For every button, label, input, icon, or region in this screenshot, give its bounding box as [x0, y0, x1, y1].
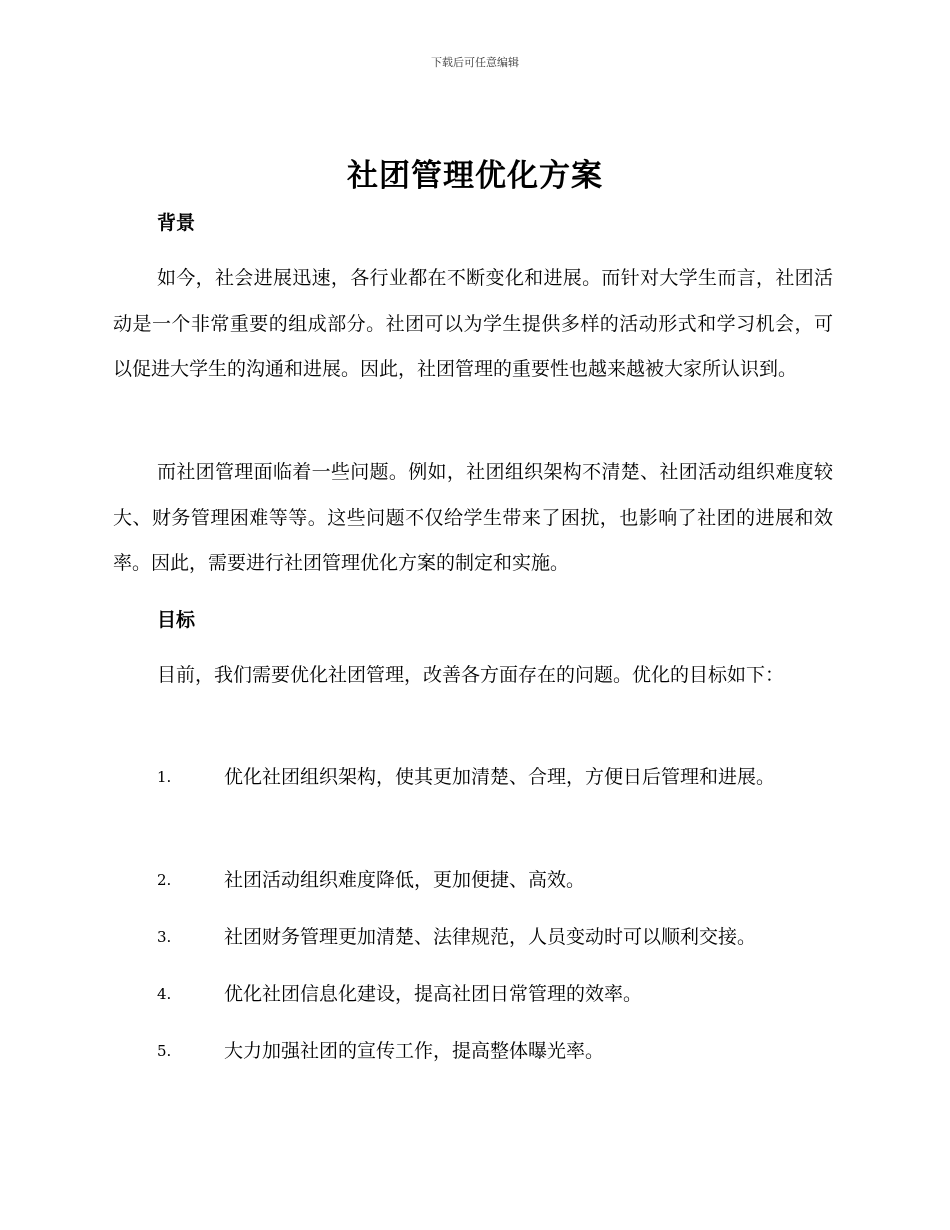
list-item-text: 社团活动组织难度降低，更加便捷、高效。: [224, 869, 586, 891]
list-item-text: 社团财务管理更加清楚、法律规范，人员变动时可以顺利交接。: [224, 926, 757, 948]
list-item: [113, 858, 833, 904]
page-title: 社团管理优化方案: [347, 158, 603, 194]
list-item-text: 优化社团信息化建设，提高社团日常管理的效率。: [224, 983, 643, 1005]
section-heading-background: 背景: [157, 212, 196, 234]
list-item: [113, 1029, 833, 1075]
list-item-number: 1.: [157, 768, 172, 786]
list-item-number: 5.: [157, 1042, 172, 1060]
list-item-number: 4.: [157, 985, 172, 1003]
list-item-number: 2.: [157, 871, 172, 889]
paragraph-background-1: 如今，社会进展迅速，各行业都在不断变化和进展。而针对大学生而言，社团活动是一个非常重要的组成部分。社团可以为学生提供多样的活动形式和学习机会，可以促进大学生的沟通和进展。因此，社团管理的重要性也越来越被大家所认识到。: [113, 267, 833, 380]
header-note: 下载后可任意编辑: [431, 56, 519, 69]
list-item-text: 大力加强社团的宣传工作，提高整体曝光率。: [224, 1040, 605, 1062]
paragraph-background-2: 而社团管理面临着一些问题。例如，社团组织架构不清楚、社团活动组织难度较大、财务管理困难等等。这些问题不仅给学生带来了困扰，也影响了社团的进展和效率。因此，需要进行社团管理优化方案的制定和实施。: [113, 461, 833, 574]
paragraph-goals-intro: 目前，我们需要优化社团管理，改善各方面存在的问题。优化的目标如下：: [157, 664, 785, 686]
list-item-number: 3.: [157, 928, 172, 946]
list-item: [113, 972, 833, 1018]
list-item-text: 优化社团组织架构，使其更加清楚、合理，方便日后管理和进展。: [224, 766, 776, 788]
section-heading-goals: 目标: [157, 609, 196, 631]
list-item: [113, 755, 833, 801]
list-item: [113, 915, 833, 961]
